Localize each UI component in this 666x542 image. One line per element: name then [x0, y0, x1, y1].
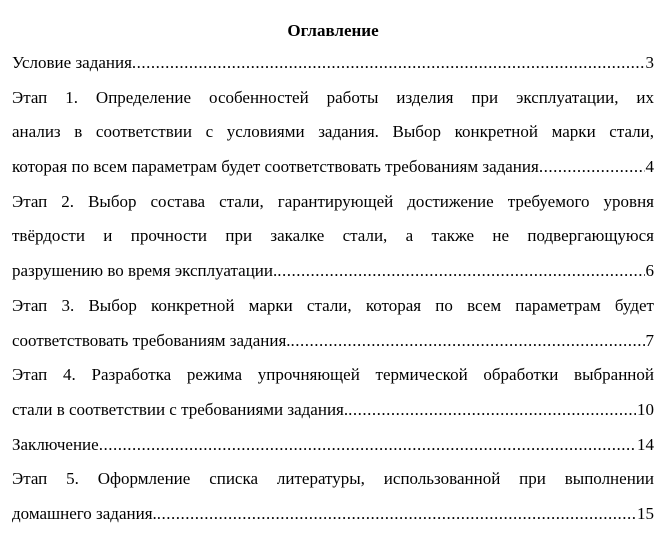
toc-entry-text: Заключение: [12, 434, 99, 454]
toc-entry-stage-2[interactable]: [12, 185, 654, 289]
toc-leader-dots: [348, 393, 636, 428]
toc-page-number: 6: [645, 261, 654, 281]
toc-entry-text: Этап 3. Выбор конкретной марки стали, которая по всем параметрам будет: [12, 295, 654, 315]
toc-entry-line: [12, 428, 654, 463]
toc-entry-line: [12, 46, 654, 81]
toc-page-number: 10: [637, 399, 654, 419]
toc-entry-text: разрушению во время эксплуатации.: [12, 261, 278, 281]
toc-page-number: 7: [645, 330, 654, 350]
table-of-contents: [12, 18, 654, 532]
toc-entry-text: Условие задания: [12, 53, 132, 72]
toc-leader-dots: [132, 46, 645, 81]
toc-entry-line: [12, 497, 654, 532]
toc-entry-text: домашнего задания.: [12, 503, 157, 523]
toc-entry-text: анализ в соответствии с условиями задания. Выбор конкретной марки стали,: [12, 122, 654, 142]
toc-entry-line: [12, 393, 654, 428]
toc-leader-dots: [99, 428, 636, 463]
toc-leader-dots: [157, 497, 636, 532]
toc-leader-dots: [539, 150, 645, 185]
toc-entry-stage-1[interactable]: [12, 81, 654, 185]
toc-entry-text: соответствовать требованиям задания.: [12, 330, 291, 350]
toc-page-number: 15: [637, 503, 654, 523]
toc-page-number: 14: [637, 434, 654, 454]
toc-page-number: 4: [645, 157, 654, 177]
toc-entry-conditions[interactable]: [12, 46, 654, 81]
toc-entry-text: Этап 1. Определение особенностей работы изделия при эксплуатации, их: [12, 87, 654, 107]
toc-leader-dots: [277, 254, 644, 289]
toc-entry-text: стали в соответствии с требованиями задания.: [12, 399, 349, 419]
toc-entry-stage-4[interactable]: [12, 358, 654, 427]
toc-title: Оглавление: [287, 21, 379, 40]
toc-leader-dots: [291, 324, 645, 359]
toc-entry-stage-5[interactable]: [12, 462, 654, 531]
toc-entry-text: твёрдости и прочности при закалке стали, а также не подвергающуюся: [12, 226, 654, 246]
toc-entry-conclusion[interactable]: [12, 428, 654, 463]
toc-entry-line: [12, 254, 654, 289]
toc-entry-line: [12, 324, 654, 359]
toc-entry-text: Этап 4. Разработка режима упрочняющей термической обработки выбранной: [12, 365, 654, 385]
toc-entry-line: [12, 150, 654, 185]
toc-entry-text: Этап 5. Оформление списка литературы, использованной при выполнении: [12, 469, 654, 489]
toc-entry-stage-3[interactable]: [12, 289, 654, 358]
toc-entry-text: которая по всем параметрам будет соответствовать требованиям задания: [12, 157, 539, 177]
toc-page-number: 3: [645, 53, 654, 72]
toc-entry-text: Этап 2. Выбор состава стали, гарантирующей достижение требуемого уровня: [12, 191, 654, 211]
